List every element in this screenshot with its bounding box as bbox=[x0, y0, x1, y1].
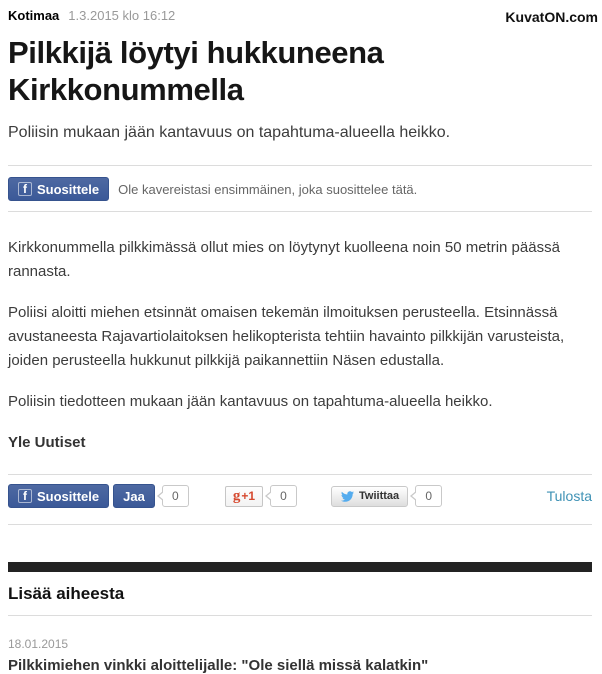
divider bbox=[8, 524, 592, 525]
paragraph: Kirkkonummella pilkkimässä ollut mies on löytynyt kuolleena noin 50 metrin päässä rannasta. bbox=[8, 239, 560, 280]
watermark: KuvatON.com bbox=[505, 9, 598, 25]
divider bbox=[8, 474, 592, 475]
facebook-hint-text: Ole kavereistasi ensimmäinen, joka suosittelee tätä. bbox=[118, 181, 418, 197]
page-title: Pilkkijä löytyi hukkuneena Kirkkonummella bbox=[8, 35, 384, 107]
facebook-recommend-button-bottom[interactable] bbox=[8, 484, 109, 508]
google-plus-one-button[interactable] bbox=[225, 486, 263, 507]
google-g-icon: g bbox=[232, 487, 241, 504]
divider bbox=[8, 165, 592, 166]
facebook-share-button[interactable]: Jaa bbox=[113, 484, 155, 508]
twitter-bird-icon bbox=[340, 490, 355, 503]
facebook-plugin-row bbox=[8, 177, 592, 201]
google-plus-one-label: +1 bbox=[241, 489, 256, 503]
twitter-tweet-count: 0 bbox=[415, 485, 442, 507]
article-page bbox=[0, 8, 602, 674]
related-section-heading: Lisää aiheesta bbox=[8, 584, 125, 603]
facebook-recommend-button[interactable] bbox=[8, 177, 109, 201]
divider bbox=[8, 211, 592, 212]
divider bbox=[8, 615, 592, 616]
facebook-f-icon: f bbox=[18, 489, 32, 503]
facebook-recommend-label: Suosittele bbox=[37, 488, 100, 504]
print-link[interactable]: Tulosta bbox=[546, 488, 592, 504]
related-item bbox=[8, 637, 592, 674]
facebook-share-count: 0 bbox=[162, 485, 189, 507]
byline: Yle Uutiset bbox=[8, 434, 86, 451]
twitter-tweet-button[interactable] bbox=[331, 486, 408, 507]
google-plus-one-count: 0 bbox=[270, 485, 297, 507]
social-share-bar bbox=[8, 484, 592, 508]
paragraph: Poliisin tiedotteen mukaan jään kantavuus on tapahtuma-alueella heikko. bbox=[8, 393, 493, 410]
twitter-tweet-label: Twiittaa bbox=[359, 490, 400, 502]
article-body bbox=[8, 236, 592, 414]
facebook-recommend-label: Suosittele bbox=[37, 181, 100, 197]
paragraph: Poliisi aloitti miehen etsinnät omaisen tekemän ilmoituksen perusteella. Etsinnässä avustaneesta Rajavartiolaitoksen helikopterista tehtiin havainto pilkkijän varusteista, joiden perusteella hukkunut pilkkijä paikannettiin Näsen edustalla. bbox=[8, 304, 565, 369]
publish-timestamp: 1.3.2015 klo 16:12 bbox=[68, 8, 176, 23]
facebook-f-icon: f bbox=[18, 182, 32, 196]
related-item-date: 18.01.2015 bbox=[8, 637, 69, 651]
section-divider-bar bbox=[8, 562, 592, 572]
category-label[interactable]: Kotimaa bbox=[8, 8, 60, 23]
related-item-title[interactable]: Pilkkimiehen vinkki aloittelijalle: "Ole siellä missä kalatkin" bbox=[8, 657, 429, 674]
article-lead: Poliisin mukaan jään kantavuus on tapahtuma-alueella heikko. bbox=[8, 124, 451, 141]
